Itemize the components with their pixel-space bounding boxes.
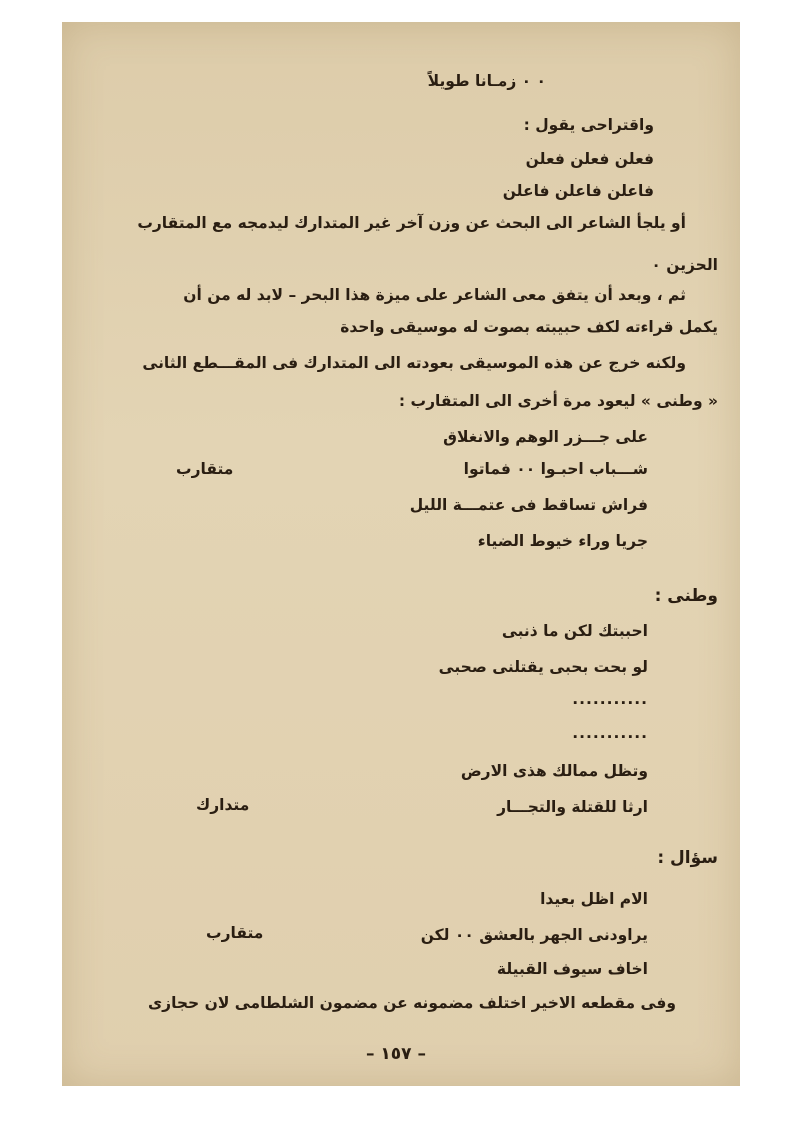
paragraph-line: « وطنى » ليعود مرة أخرى الى المتقارب : [398,392,718,410]
verse-line: احببتك لكن ما ذنبى [501,622,648,640]
verse-line: على جـــزر الوهم والانغلاق [443,428,648,446]
ellipsis-line: ........... [572,724,648,742]
meter-pattern: فاعلن فاعلن فاعلن [502,182,654,200]
verse-line: لو بحت بحبى يقتلنى صحبى [438,658,648,676]
verse-line: شـــباب احبـوا ٠٠ فماتوا [463,460,648,478]
paragraph-line: وفى مقطعه الاخير اختلف مضمونه عن مضمون الشلطامى لان حجازى [147,994,676,1012]
verse-line: اخاف سيوف القبيلة [496,960,648,978]
verse-line: فراش تساقط فى عتمـــة الليل [409,496,648,514]
page-number: – ١٥٧ – [366,1044,426,1064]
paragraph-line: يكمل قراءته لكف حبيبته بصوت له موسيقى واحدة [340,318,718,336]
verse-line: الام اظل بعيدا [540,890,648,908]
verse-line: جريا وراء خيوط الضياء [477,532,648,550]
verse-line: ارثا للقتلة والتجـــار [497,798,648,816]
ellipsis-line: ........... [572,690,648,708]
text-line: واقتراحى يقول : [523,116,654,134]
meter-label: متقارب [176,460,234,478]
meter-label: متدارك [196,796,250,814]
paragraph-line: ولكنه خرج عن هذه الموسيقى بعودته الى المتدارك فى المقـــطع الثانى [142,354,686,372]
verse-line: وتظل ممالك هذى الارض [460,762,648,780]
paragraph-line: ثم ، وبعد أن يتفق معى الشاعر على ميزة هذا البحر – لابد له من أن [183,286,686,304]
section-heading: وطنى : [654,586,718,606]
section-heading: سؤال : [657,848,718,868]
verse-line: ٠ ٠ زمـانا طويلاً [427,72,546,90]
paragraph-line: الحزين ٠ [651,256,718,274]
verse-line: يراودنى الجهر بالعشق ٠٠ لكن [420,926,648,944]
paragraph-line: أو يلجأ الشاعر الى البحث عن وزن آخر غير المتدارك ليدمجه مع المتقارب [137,214,686,232]
meter-label: متقارب [206,924,264,942]
meter-pattern: فعلن فعلن فعلن [525,150,654,168]
